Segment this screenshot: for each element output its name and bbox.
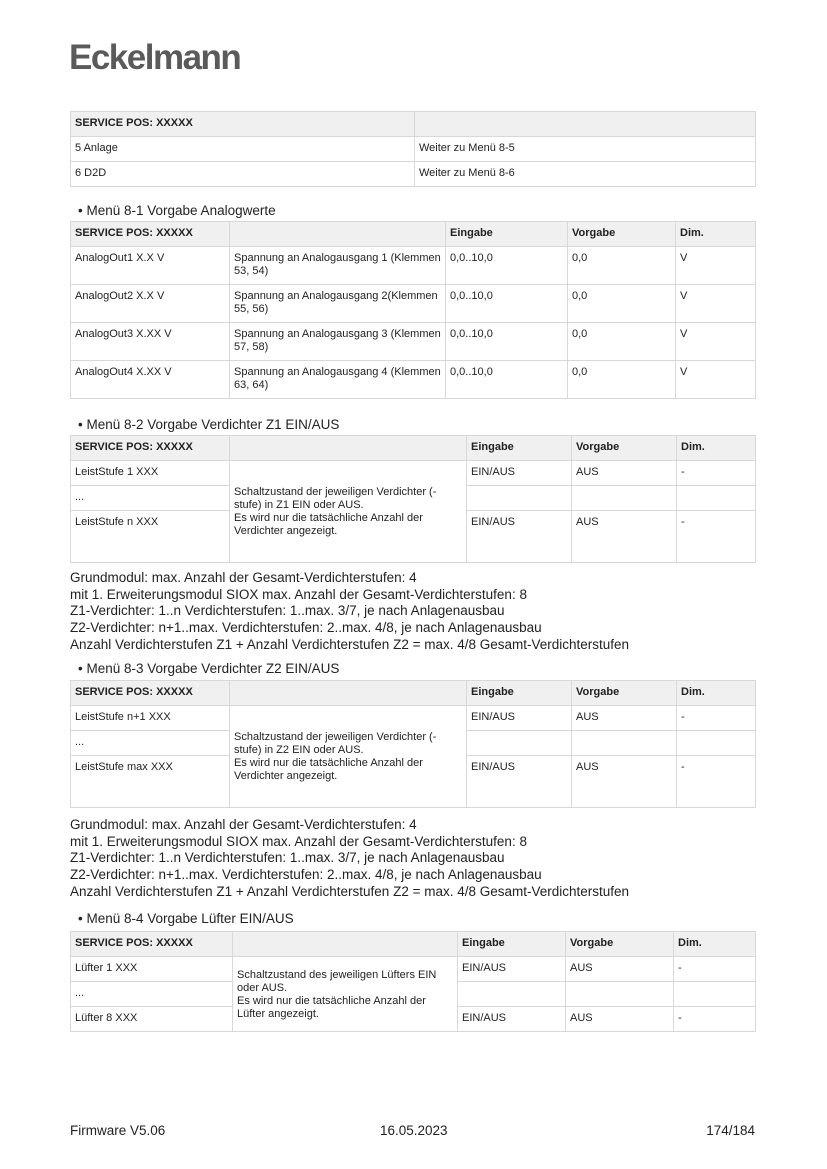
note-line: mit 1. Erweiterungsmodul SIOX max. Anzahl der Gesamt-Verdichterstufen: 8 (70, 833, 527, 849)
cell: Spannung an Analogausgang 1 (Klemmen 53, 54) (230, 247, 446, 285)
cell: AUS (572, 756, 677, 808)
header-cell: Eingabe (446, 222, 568, 247)
cell: AUS (566, 1007, 674, 1032)
note-line: Grundmodul: max. Anzahl der Gesamt-Verdichterstufen: 4 (70, 570, 417, 585)
header-cell: Eingabe (467, 681, 572, 706)
note-line: Z1-Verdichter: 1..n Verdichterstufen: 1..max. 3/7, je nach Anlagenausbau (70, 850, 505, 866)
cell: 0,0 (568, 361, 676, 399)
note-line: mit 1. Erweiterungsmodul SIOX max. Anzahl der Gesamt-Verdichterstufen: 8 (70, 586, 527, 602)
cell: EIN/AUS (467, 511, 572, 563)
cell: V (676, 285, 756, 323)
cell: Spannung an Analogausgang 4 (Klemmen 63, 64) (230, 361, 446, 399)
cell: 0,0..10,0 (446, 323, 568, 361)
header-cell (230, 436, 467, 461)
cell: - (677, 756, 756, 808)
description-cell (233, 957, 458, 1032)
cell: LeistStufe n+1 XXX (71, 706, 230, 731)
header-cell: Dim. (674, 932, 756, 957)
header-cell: Vorgabe (568, 222, 676, 247)
section-title: • Menü 8-2 Vorgabe Verdichter Z1 EIN/AUS (78, 417, 340, 432)
eckelmann-logo: Eckelmann (69, 38, 241, 77)
note-line: Anzahl Verdichterstufen Z1 + Anzahl Verdichterstufen Z2 = max. 4/8 Gesamt-Verdichterstufen (70, 883, 630, 899)
table-8-3 (70, 680, 756, 808)
header-cell: Vorgabe (572, 681, 677, 706)
header-cell: Eingabe (467, 436, 572, 461)
cell: 0,0..10,0 (446, 247, 568, 285)
cell: LeistStufe n XXX (71, 511, 230, 563)
table-8-4 (70, 931, 756, 1032)
header-cell: Dim. (677, 681, 756, 706)
description-cell (230, 461, 467, 563)
table-row (71, 706, 756, 731)
table-8-1 (70, 221, 756, 399)
cell: AUS (572, 706, 677, 731)
cell: Weiter zu Menü 8-6 (415, 162, 756, 187)
menu-table-overview (70, 111, 756, 187)
header-cell (415, 112, 756, 137)
table-row (71, 137, 756, 162)
cell: - (677, 511, 756, 563)
cell: Spannung an Analogausgang 2(Klemmen 55, 56) (230, 285, 446, 323)
description-line: Es wird nur die tatsächliche Anzahl der Lüfter angezeigt. (237, 994, 426, 1020)
cell: AnalogOut4 X.XX V (71, 361, 230, 399)
note-line: Z2-Verdichter: n+1..max. Verdichterstufen: 2..max. 4/8, je nach Anlagenausbau (70, 620, 542, 636)
table-row (71, 323, 756, 361)
header-row (71, 436, 756, 461)
cell (572, 486, 677, 511)
header-row (71, 932, 756, 957)
header-cell (233, 932, 458, 957)
cell: Lüfter 1 XXX (71, 957, 233, 982)
header-cell: SERVICE POS: XXXXX (71, 932, 233, 957)
cell: ... (71, 486, 230, 511)
footer-page-number: 174/184 (706, 1123, 755, 1138)
footer-date: 16.05.2023 (380, 1123, 448, 1138)
description-line: Es wird nur die tatsächliche Anzahl der Verdichter angezeigt. (234, 757, 423, 782)
cell: AUS (572, 461, 677, 486)
description-line: Schaltzustand des jeweiligen Lüfters EIN oder AUS. (237, 968, 437, 994)
cell: EIN/AUS (467, 706, 572, 731)
cell: Weiter zu Menü 8-5 (415, 137, 756, 162)
cell: AnalogOut1 X.X V (71, 247, 230, 285)
table-row (71, 247, 756, 285)
cell: EIN/AUS (467, 461, 572, 486)
cell: 6 D2D (71, 162, 415, 187)
cell: AnalogOut3 X.XX V (71, 323, 230, 361)
cell (458, 982, 566, 1007)
description-line: Schaltzustand der jeweiligen Verdichter (-stufe) in Z1 EIN oder AUS. (234, 486, 437, 511)
section-title: • Menü 8-3 Vorgabe Verdichter Z2 EIN/AUS (78, 661, 340, 676)
table-row (71, 361, 756, 399)
cell: 0,0 (568, 247, 676, 285)
cell (674, 982, 756, 1007)
cell: Lüfter 8 XXX (71, 1007, 233, 1032)
cell: Spannung an Analogausgang 3 (Klemmen 57, 58) (230, 323, 446, 361)
cell: AUS (566, 957, 674, 982)
cell: V (676, 323, 756, 361)
header-cell: Vorgabe (572, 436, 677, 461)
note-line: Z1-Verdichter: 1..n Verdichterstufen: 1..max. 3/7, je nach Anlagenausbau (70, 603, 505, 619)
notes (70, 570, 629, 654)
cell: 0,0..10,0 (446, 285, 568, 323)
cell: V (676, 247, 756, 285)
cell: - (674, 957, 756, 982)
cell: - (674, 1007, 756, 1032)
cell (572, 731, 677, 756)
cell: 0,0..10,0 (446, 361, 568, 399)
description-cell (230, 706, 467, 808)
table-8-2 (70, 435, 756, 563)
cell: 5 Anlage (71, 137, 415, 162)
cell: LeistStufe max XXX (71, 756, 230, 808)
cell: EIN/AUS (458, 957, 566, 982)
header-cell: Eingabe (458, 932, 566, 957)
header-row (71, 222, 756, 247)
cell: - (677, 706, 756, 731)
header-cell: SERVICE POS: XXXXX (71, 681, 230, 706)
cell (467, 486, 572, 511)
cell: AUS (572, 511, 677, 563)
cell: EIN/AUS (458, 1007, 566, 1032)
header-row (71, 681, 756, 706)
cell: V (676, 361, 756, 399)
cell: ... (71, 731, 230, 756)
cell (467, 731, 572, 756)
header-cell: SERVICE POS: XXXXX (71, 436, 230, 461)
cell (677, 486, 756, 511)
table-row (71, 162, 756, 187)
note-line: Anzahl Verdichterstufen Z1 + Anzahl Verdichterstufen Z2 = max. 4/8 Gesamt-Verdichterstufen (70, 636, 630, 652)
header-cell (230, 222, 446, 247)
header-cell: SERVICE POS: XXXXX (71, 222, 230, 247)
cell (566, 982, 674, 1007)
note-line: Grundmodul: max. Anzahl der Gesamt-Verdichterstufen: 4 (70, 817, 417, 832)
header-cell (230, 681, 467, 706)
cell: ... (71, 982, 233, 1007)
header-cell: Vorgabe (566, 932, 674, 957)
description-line: Es wird nur die tatsächliche Anzahl der Verdichter angezeigt. (234, 512, 423, 537)
table-row (71, 285, 756, 323)
cell (677, 731, 756, 756)
cell: 0,0 (568, 323, 676, 361)
header-cell: Dim. (676, 222, 756, 247)
footer-firmware: Firmware V5.06 (70, 1123, 166, 1138)
cell: - (677, 461, 756, 486)
description-line: Schaltzustand der jeweiligen Verdichter (-stufe) in Z2 EIN oder AUS. (234, 731, 437, 756)
section-title: • Menü 8-4 Vorgabe Lüfter EIN/AUS (78, 911, 294, 926)
section-title: • Menü 8-1 Vorgabe Analogwerte (78, 203, 276, 218)
cell: AnalogOut2 X.X V (71, 285, 230, 323)
table-row (71, 461, 756, 486)
cell: 0,0 (568, 285, 676, 323)
cell: EIN/AUS (467, 756, 572, 808)
note-line: Z2-Verdichter: n+1..max. Verdichterstufen: 2..max. 4/8, je nach Anlagenausbau (70, 867, 542, 883)
header-cell: Dim. (677, 436, 756, 461)
table-row (71, 957, 756, 982)
cell: LeistStufe 1 XXX (71, 461, 230, 486)
header-cell: SERVICE POS: XXXXX (71, 112, 415, 137)
notes (70, 817, 629, 901)
